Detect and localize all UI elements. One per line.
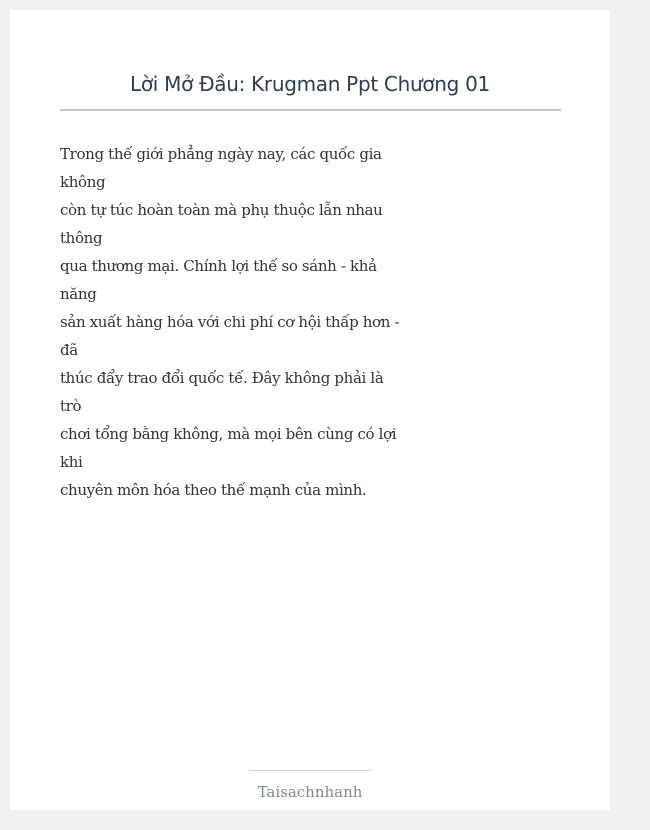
document-page [10,10,610,810]
paragraph-line: thúc đẩy trao đổi quốc tế. Đây không phải là trò [60,369,384,415]
paragraph-line: chuyên môn hóa theo thế mạnh của mình. [60,481,367,499]
body-paragraph [60,140,405,504]
paragraph-line: Trong thế giới phẳng ngày nay, các quốc gia không [60,145,382,191]
footer-brand: Taisachnhanh [257,783,363,801]
title-divider [60,109,561,111]
paragraph-line: chơi tổng bằng không, mà mọi bên cùng có lợi khi [60,425,397,471]
footer-divider [250,770,371,771]
paragraph-line: qua thương mại. Chính lợi thế so sánh - khả năng [60,257,377,303]
paragraph-line: sản xuất hàng hóa với chi phí cơ hội thấp hơn - đã [60,313,400,359]
paragraph-line: còn tự túc hoàn toàn mà phụ thuộc lẫn nhau thông [60,201,383,247]
page-title: Lời Mở Đầu: Krugman Ppt Chương 01 [130,72,490,96]
